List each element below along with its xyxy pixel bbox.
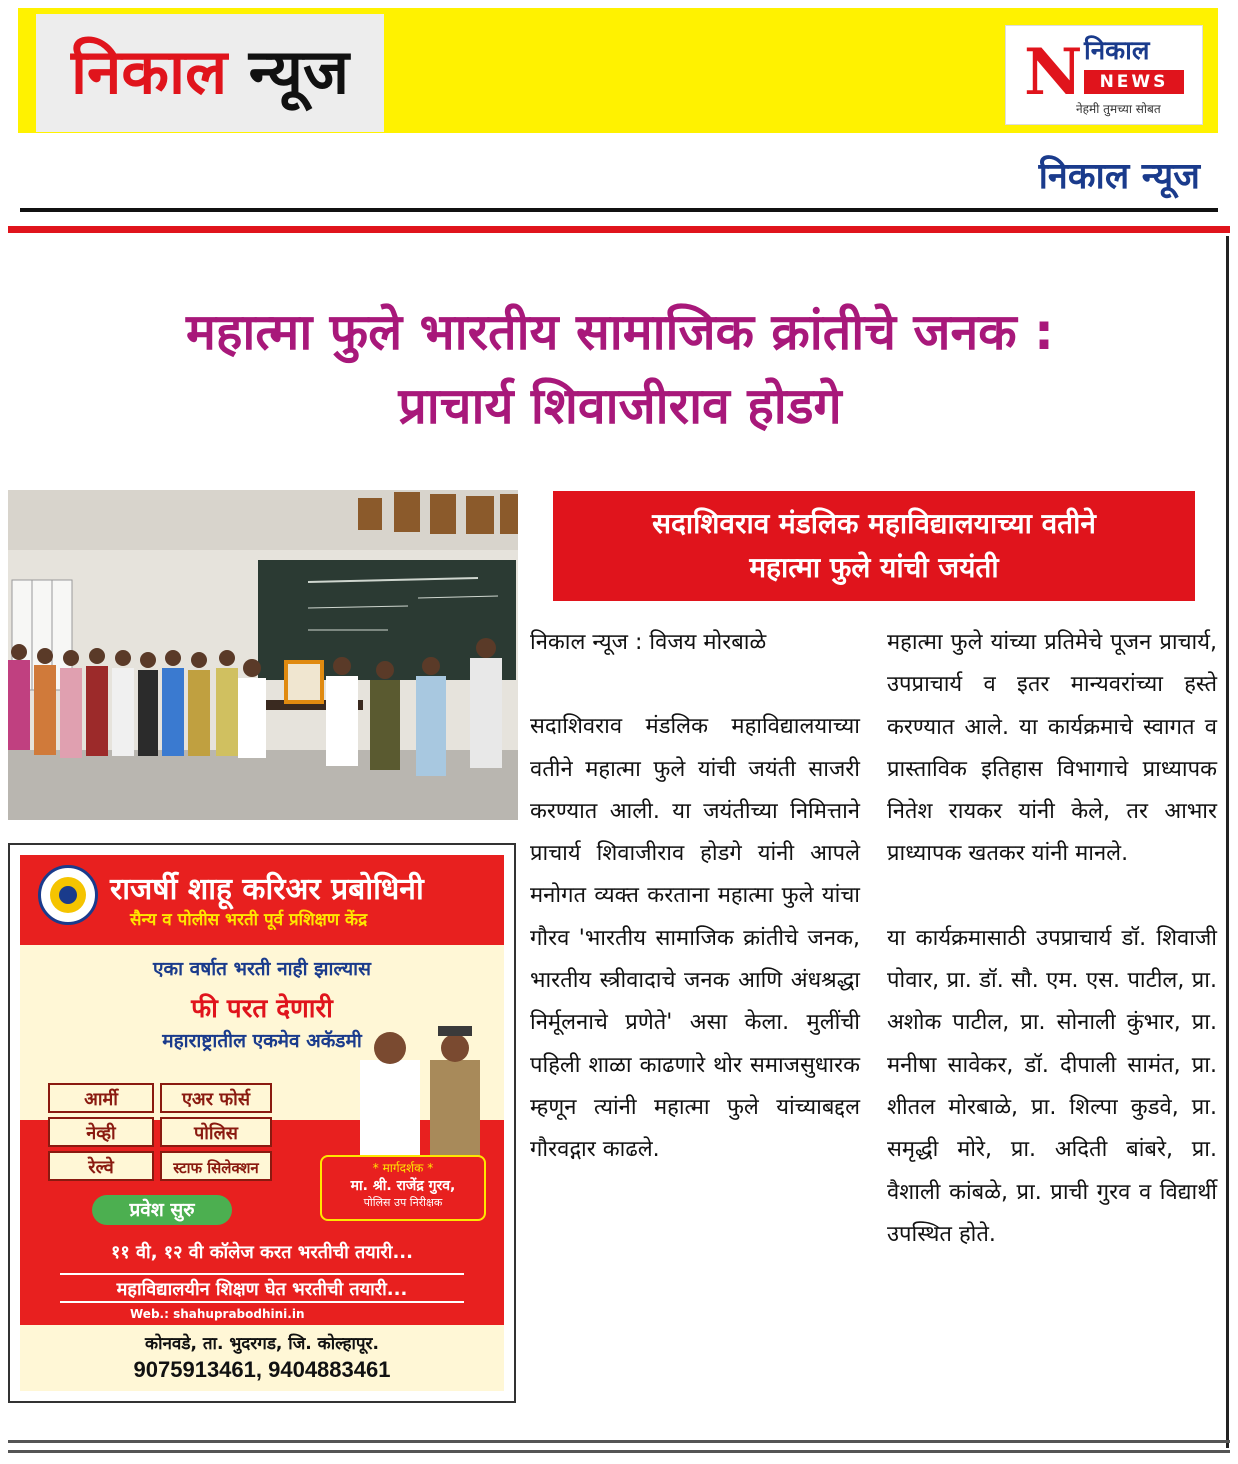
channel-logo [1005, 25, 1203, 125]
article-column-left [530, 622, 860, 1172]
advert-panel [20, 855, 504, 1391]
advert-subtitle: सैन्य व पोलीस भरती पूर्व प्रशिक्षण केंद्र [130, 910, 368, 930]
logo-word: निकाल [1084, 36, 1150, 66]
guide-box [320, 1155, 486, 1221]
advertisement [8, 843, 516, 1403]
article-paragraph: या कार्यक्रमासाठी उपप्राचार्य डॉ. शिवाजी पोवार, प्रा. डॉ. सौ. एम. एस. पाटील, प्रा. अशोक पाटील, प्रा. सोनाली कुंभार, प्रा. मनीषा सावेकर, डॉ. दीपाली सामंत, प्रा. शीतल मोरबाळे, प्रा. शिल्पा कुडवे, प्रा. समृद्धी मोरे, प्रा. अदिती बांबरे, प्रा. वैशाली कांबळे, प्रा. प्राची गुरव व विद्यार्थी उपस्थित होते. [887, 925, 1217, 1247]
advert-phones: 9075913461, 9404883461 [133, 1357, 391, 1382]
article-subheadline [553, 491, 1195, 601]
subhead-line-1: सदाशिवराव मंडलिक महाविद्यालयाच्या वतीने [652, 507, 1096, 540]
bottom-rule [8, 1440, 1230, 1443]
advert-offer-line-2: फी परत देणारी [191, 994, 333, 1024]
advert-bottom-line-1: ११ वी, १२ वी कॉलेज करत भरतीची तयारी... [111, 1242, 413, 1263]
category-police: पोलिस [160, 1117, 272, 1147]
bottom-rule [8, 1450, 1230, 1453]
logo-news-tag: NEWS [1084, 70, 1184, 94]
category-army: आर्मी [48, 1083, 154, 1113]
article-paragraph: सदाशिवराव मंडलिक महाविद्यालयाच्या वतीने महात्मा फुले यांची जयंती साजरी करण्यात आली. या जयंतीच्या निमित्ताने प्राचार्य शिवाजीराव होडगे यांनी आपले मनोगत व्यक्त करताना महात्मा फुले यांचा गौरव 'भारतीय सामाजिक क्रांतीचे जनक, भारतीय स्त्रीवादाचे जनक आणि अंधश्रद्धा निर्मूलनाचे प्रणेते' असा केला. मुलींची पहिली शाळा काढणारे थोर समाजसुधारक म्हणून त्यांनी महात्मा फुले यांच्याबद्दल गौरवद्गार काढले. [530, 714, 860, 1163]
guide-role: पोलिस उप निरीक्षक [363, 1196, 443, 1209]
category-staff-selection: स्टाफ सिलेक्शन [160, 1151, 272, 1181]
event-photo [8, 490, 518, 820]
police-emblem-icon [38, 865, 98, 925]
logo-n-icon: N [1024, 35, 1083, 110]
advert-address: कोनवडे, ता. भुदरगड, जि. कोल्हापूर. [145, 1334, 379, 1354]
divider-rule [20, 208, 1218, 212]
page-border-right [1226, 236, 1229, 1448]
article-byline: निकाल न्यूज : विजय मोरबाळे [530, 630, 767, 655]
brand-logo-box [36, 14, 384, 132]
advert-website: Web.: shahuprabodhini.in [130, 1307, 305, 1321]
divider-rule-red [8, 226, 1230, 233]
category-navy: नेव्ही [48, 1117, 154, 1147]
brand-word-red: निकाल [70, 35, 228, 108]
advert-offer-line-1: एका वर्षात भरती नाही झाल्यास [153, 958, 371, 980]
article-headline [30, 295, 1210, 443]
guide-name: मा. श्री. राजेंद्र गुरव, [350, 1178, 456, 1194]
logo-tagline: नेहमी तुमच्या सोबत [1076, 102, 1161, 116]
category-railway: रेल्वे [48, 1151, 154, 1181]
headline-line-1: महात्मा फुले भारतीय सामाजिक क्रांतीचे जनक : [185, 303, 1055, 361]
advert-offer-line-3: महाराष्ट्रातील एकमेव अकॅडमी [162, 1030, 362, 1052]
subhead-line-2: महात्मा फुले यांची जयंती [749, 551, 999, 584]
category-air-force: एअर फोर्स [160, 1083, 272, 1113]
brand-word-black: न्यूज [248, 35, 350, 108]
article-column-right [887, 622, 1217, 1256]
guide-label: * मार्गदर्शक * [372, 1161, 434, 1175]
article-paragraph: महात्मा फुले यांच्या प्रतिमेचे पूजन प्राचार्य, उपप्राचार्य व इतर मान्यवरांच्या हस्ते करण्यात आले. या कार्यक्रमाचे स्वागत व प्रास्ताविक इतिहास विभागाचे प्राध्यापक नितेश रायकर यांनी केले, तर आभार प्राध्यापक खतकर यांनी मानले. [887, 630, 1217, 867]
event-photo-illustration [8, 490, 518, 820]
sub-brand-title: निकाल न्यूज [1038, 156, 1200, 197]
headline-line-2: प्राचार्य शिवाजीराव होडगे [398, 377, 842, 435]
brand-wordmark [36, 32, 384, 112]
advert-bottom-line-2: महाविद्यालयीन शिक्षण घेत भरतीची तयारी... [116, 1279, 408, 1300]
advert-title: राजर्षी शाहू करिअर प्रबोधिनी [110, 872, 424, 907]
admission-open-badge: प्रवेश सुरु [92, 1195, 232, 1225]
